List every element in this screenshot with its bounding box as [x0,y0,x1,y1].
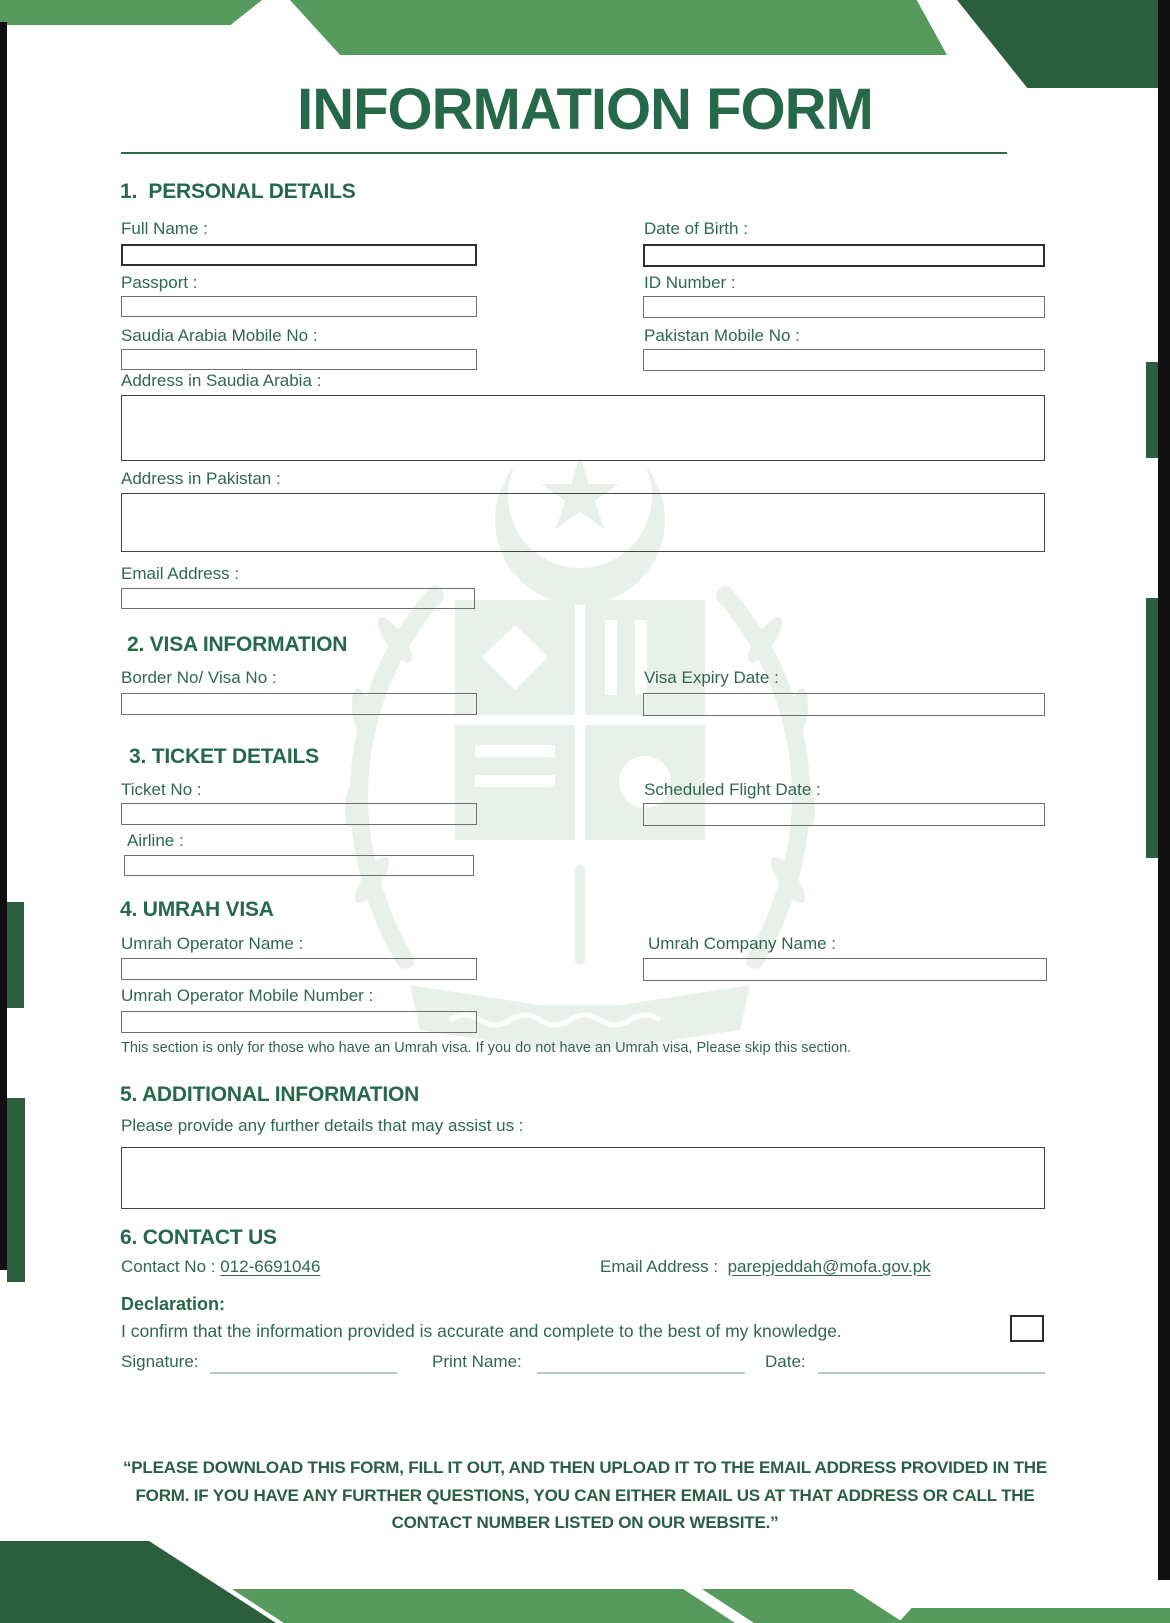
bottom-band-2-decoration [702,1589,904,1623]
right-bar-1-decoration [1146,362,1158,458]
visa-expiry-label: Visa Expiry Date : [644,668,779,687]
pk-mobile-label: Pakistan Mobile No : [644,326,800,345]
sa-mobile-label: Saudia Arabia Mobile No : [121,326,318,345]
address-pk-textarea[interactable] [121,493,1045,552]
contact-email-label: Email Address : [600,1257,728,1276]
airline-input[interactable] [124,855,474,876]
umrah-note: This section is only for those who have an Umrah visa. If you do not have an Umrah visa, Please skip this section. [121,1040,852,1056]
border-visa-no-label: Border No/ Visa No : [121,668,277,687]
left-bar-2-decoration [7,1098,25,1282]
date-line[interactable] [818,1352,1045,1374]
contact-phone-label: Contact No : [121,1257,221,1276]
ticket-section-heading: 3. TICKET DETAILS [129,745,319,768]
visa-section-heading: 2. VISA INFORMATION [127,633,348,656]
footer-quote-line-3: CONTACT NUMBER LISTED ON OUR WEBSITE.” [391,1513,779,1532]
left-bar-1-decoration [7,902,24,1008]
top-band-decoration [288,0,947,55]
contact-phone-link[interactable]: 012-6691046 [220,1257,321,1276]
signature-line[interactable] [210,1352,397,1374]
declaration-checkbox[interactable] [1010,1315,1044,1342]
flight-date-label: Scheduled Flight Date : [644,780,821,799]
top-left-strip-decoration [0,0,262,25]
passport-input[interactable] [121,296,477,317]
umrah-operator-mobile-label: Umrah Operator Mobile Number : [121,986,374,1005]
full-name-label: Full Name : [121,219,208,238]
umrah-operator-name-input[interactable] [121,958,477,980]
right-edge-strip [1158,0,1170,1580]
declaration-text: I confirm that the information provided is accurate and complete to the best of my knowledge. [121,1321,842,1341]
flight-date-input[interactable] [643,803,1045,826]
umrah-operator-mobile-input[interactable] [121,1011,477,1033]
umrah-section-heading: 4. UMRAH VISA [120,898,274,921]
sa-mobile-input[interactable] [121,349,477,370]
ticket-no-input[interactable] [121,803,477,825]
declaration-heading: Declaration: [121,1294,226,1314]
contact-phone-row [121,1257,320,1277]
bottom-left-corner-decoration [0,1541,276,1623]
title-divider [121,152,1007,154]
address-sa-label: Address in Saudia Arabia : [121,371,322,390]
umrah-company-name-label: Umrah Company Name : [648,934,837,953]
email-label: Email Address : [121,564,240,583]
page-title: INFORMATION FORM [297,77,873,142]
ticket-no-label: Ticket No : [121,780,202,799]
umrah-operator-name-label: Umrah Operator Name : [121,934,304,953]
top-right-corner-decoration [957,0,1170,88]
address-sa-textarea[interactable] [121,395,1045,461]
bottom-band-3-decoration [898,1608,1170,1623]
date-of-birth-label: Date of Birth : [644,219,748,238]
personal-section-heading: 1. PERSONAL DETAILS [120,180,356,203]
print-name-line[interactable] [537,1352,745,1374]
visa-expiry-input[interactable] [643,693,1045,716]
bottom-band-1-decoration [232,1589,735,1623]
right-bar-2-decoration [1146,598,1158,858]
umrah-company-name-input[interactable] [643,958,1047,981]
signature-label: Signature: [121,1352,199,1371]
print-name-label: Print Name: [432,1352,522,1371]
border-visa-no-input[interactable] [121,693,477,715]
contact-email-row [600,1257,931,1277]
additional-info-textarea[interactable] [121,1147,1045,1209]
id-number-input[interactable] [643,296,1045,318]
passport-label: Passport : [121,273,198,292]
additional-section-heading: 5. ADDITIONAL INFORMATION [120,1083,420,1106]
date-label: Date: [765,1352,806,1371]
airline-label: Airline : [127,831,184,850]
left-edge-strip [0,22,7,1270]
contact-section-heading: 6. CONTACT US [120,1226,277,1249]
id-number-label: ID Number : [644,273,736,292]
contact-email-link[interactable]: parepjeddah@mofa.gov.pk [727,1257,931,1276]
date-of-birth-input[interactable] [643,244,1045,267]
pk-mobile-input[interactable] [643,349,1045,371]
address-pk-label: Address in Pakistan : [121,469,281,488]
additional-prompt-label: Please provide any further details that may assist us : [121,1116,524,1135]
email-input[interactable] [121,588,475,609]
footer-quote-line-1: “PLEASE DOWNLOAD THIS FORM, FILL IT OUT, AND THEN UPLOAD IT TO THE EMAIL ADDRESS PROVIDED IN THE [122,1458,1047,1477]
footer-quote-line-2: FORM. IF YOU HAVE ANY FURTHER QUESTIONS, YOU CAN EITHER EMAIL US AT THAT ADDRESS OR CALL THE [135,1486,1035,1505]
full-name-input[interactable] [121,244,477,266]
